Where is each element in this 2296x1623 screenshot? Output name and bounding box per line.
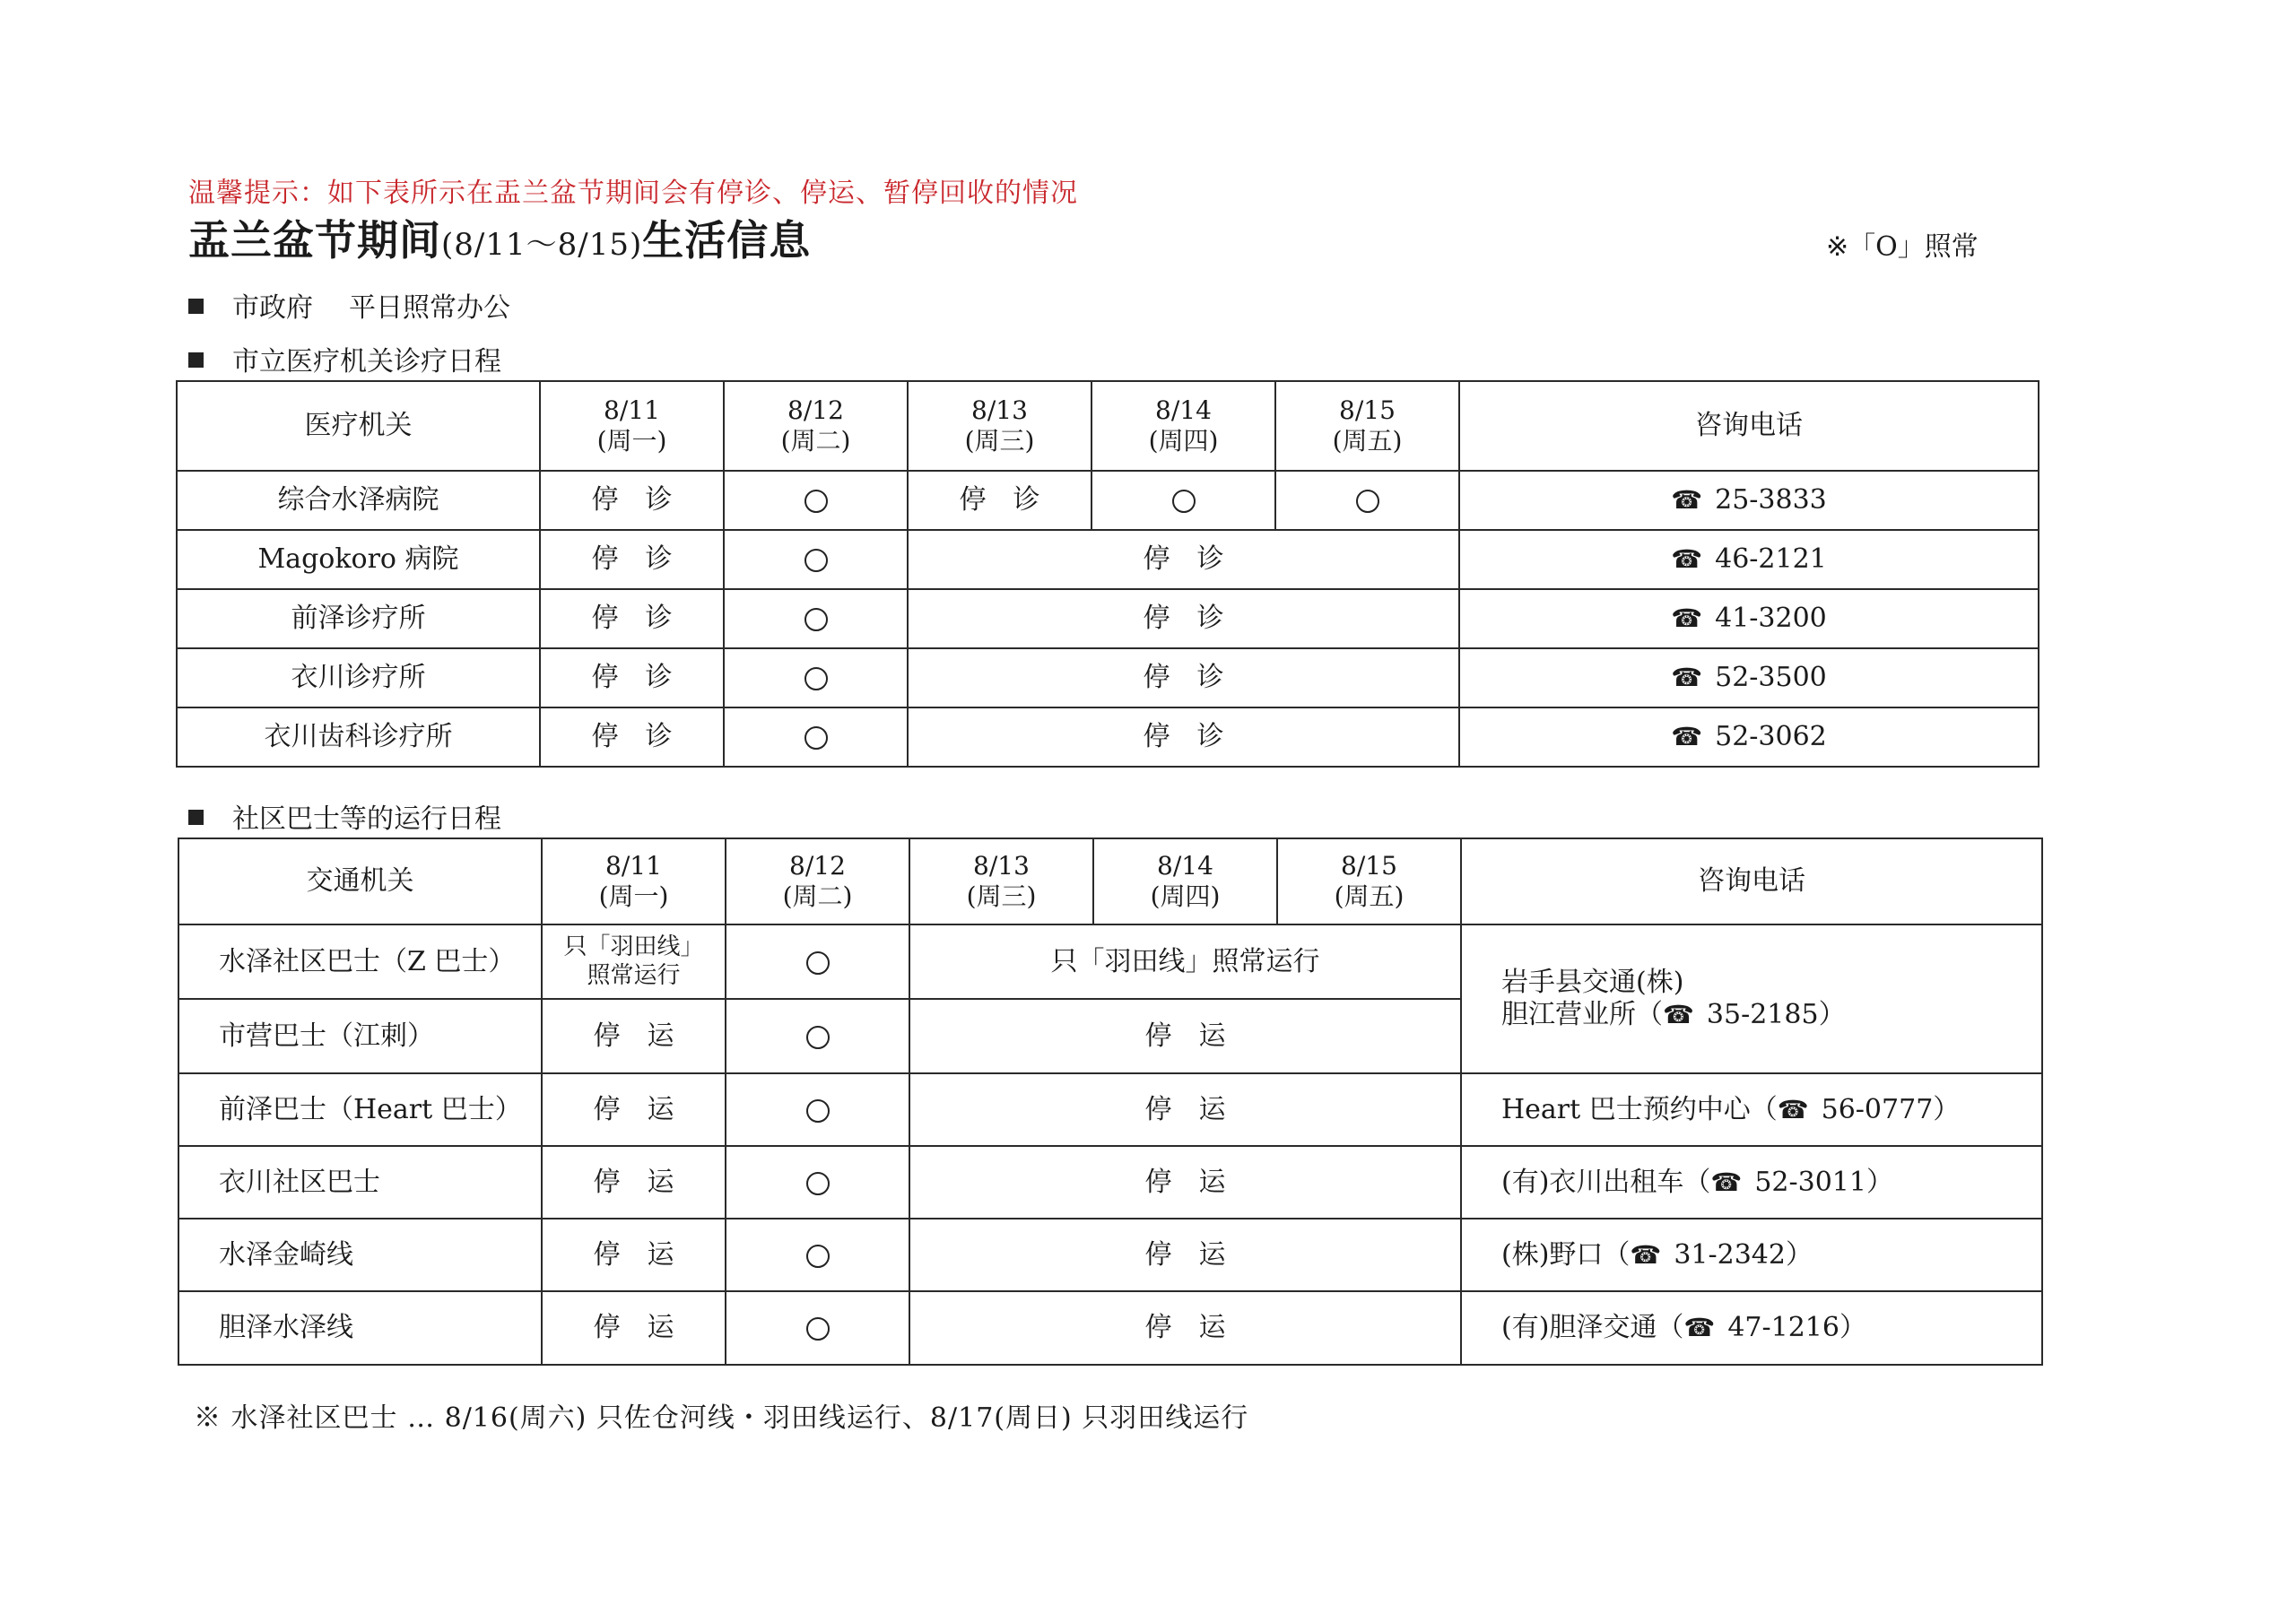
stopped-cell: 停 运 — [542, 1073, 726, 1146]
contact-cell: Heart 巴士预约中心（☎ 56-0777） — [1461, 1073, 2042, 1146]
phone-icon: ☎ — [1671, 603, 1703, 633]
stopped-cell: 停 运 — [909, 1219, 1461, 1291]
title-range: (8/11～8/15) — [441, 227, 643, 263]
header-date: 8/12 (周二) — [724, 381, 908, 471]
open-circle-icon — [1356, 490, 1379, 513]
title-main: 盂兰盆节期间 — [188, 216, 441, 265]
header-date: 8/14 (周四) — [1093, 838, 1277, 924]
phone-cell — [1459, 589, 2039, 648]
open-circle-icon — [804, 667, 828, 690]
closed-cell: 停 诊 — [540, 589, 724, 648]
stopped-cell: 停 运 — [542, 1219, 726, 1291]
limited-line-2: 照常运行 — [587, 962, 681, 990]
open-circle-icon — [804, 490, 828, 513]
stopped-cell: 停 运 — [909, 1146, 1461, 1219]
phone-number: 31-2342 — [1674, 1238, 1786, 1271]
header-date: 8/13 (周三) — [909, 838, 1093, 924]
table-row — [178, 1219, 2042, 1291]
header-date: 8/11 (周一) — [542, 838, 726, 924]
section-city-label: 市政府 — [232, 292, 313, 324]
phone-cell — [1459, 471, 2039, 530]
table-header-row — [177, 381, 2039, 471]
open-circle-icon — [804, 726, 828, 750]
open-circle-icon — [806, 1026, 830, 1049]
bullet-square-icon — [188, 352, 204, 368]
section-bus — [188, 796, 501, 836]
phone-icon: ☎ — [1683, 1313, 1716, 1342]
title-tail: 生活信息 — [642, 216, 812, 265]
open-cell — [726, 924, 909, 999]
open-cell — [724, 648, 908, 707]
stopped-cell: 停 运 — [909, 999, 1461, 1073]
transport-name: 水泽社区巴士（Z 巴士） — [178, 924, 542, 999]
open-cell — [726, 1291, 909, 1365]
phone-number: 46-2121 — [1715, 543, 1827, 575]
header-date: 8/15 (周五) — [1275, 381, 1459, 471]
phone-number: 41-3200 — [1715, 603, 1827, 634]
header-date: 8/12 (周二) — [726, 838, 909, 924]
stopped-cell: 停 运 — [542, 999, 726, 1073]
contact-office: 胆江营业所（☎ 35-2185） — [1501, 999, 1846, 1030]
bus-schedule-table — [178, 838, 2043, 1366]
phone-number: 47-1216 — [1727, 1312, 1839, 1343]
table-row — [177, 589, 2039, 648]
open-cell — [724, 530, 908, 589]
legend-note: ※「O」照常 — [1826, 231, 1979, 263]
table-row — [177, 648, 2039, 707]
header-institution: 医疗机关 — [177, 381, 540, 471]
footnote: ※ 水泽社区巴士 … 8/16(周六) 只佐仓河线・羽田线运行、8/17(周日) 只羽田线运行 — [194, 1402, 1249, 1434]
open-cell — [726, 1146, 909, 1219]
contact-cell: (有)衣川出租车（☎ 52-3011） — [1461, 1146, 2042, 1219]
closed-cell: 停 诊 — [908, 707, 1459, 767]
header-date: 8/11 (周一) — [540, 381, 724, 471]
open-circle-icon — [806, 1172, 830, 1195]
closed-cell: 停 诊 — [908, 589, 1459, 648]
stopped-cell: 停 运 — [542, 1146, 726, 1219]
phone-number: 52-3062 — [1715, 721, 1827, 752]
table-row — [178, 1073, 2042, 1146]
open-cell — [726, 1073, 909, 1146]
phone-cell — [1459, 530, 2039, 589]
header-date: 8/15 (周五) — [1277, 838, 1461, 924]
limited-service-cell — [542, 924, 726, 999]
header-transport: 交通机关 — [178, 838, 542, 924]
phone-number: 35-2185 — [1706, 999, 1819, 1030]
contact-company: 岩手县交通(株) — [1501, 967, 1684, 998]
closed-cell: 停 诊 — [908, 648, 1459, 707]
open-cell — [1275, 471, 1459, 530]
phone-cell — [1459, 648, 2039, 707]
section-medical-label: 市立医疗机关诊疗日程 — [232, 346, 501, 378]
contact-cell-shared — [1461, 924, 2042, 1073]
section-bus-label: 社区巴士等的运行日程 — [232, 803, 501, 835]
phone-icon: ☎ — [1671, 544, 1703, 574]
table-row — [177, 530, 2039, 589]
open-cell — [724, 589, 908, 648]
table-row — [178, 1146, 2042, 1219]
open-circle-icon — [1172, 490, 1196, 513]
phone-icon: ☎ — [1671, 485, 1703, 515]
table-row — [178, 1291, 2042, 1365]
open-circle-icon — [804, 549, 828, 572]
institution-name: 衣川齿科诊疗所 — [177, 707, 540, 767]
header-date: 8/13 (周三) — [908, 381, 1091, 471]
phone-icon: ☎ — [1630, 1239, 1662, 1270]
section-city — [188, 285, 510, 325]
transport-name: 胆泽水泽线 — [178, 1291, 542, 1365]
table-header-row — [178, 838, 2042, 924]
contact-cell: (株)野口（☎ 31-2342） — [1461, 1219, 2042, 1291]
closed-cell: 停 诊 — [540, 648, 724, 707]
open-cell — [724, 471, 908, 530]
header-phone: 咨询电话 — [1461, 838, 2042, 924]
notice-text: 温馨提示：如下表所示在盂兰盆节期间会有停诊、停运、暂停回收的情况 — [188, 178, 1078, 209]
bullet-square-icon — [188, 299, 204, 314]
open-cell — [726, 999, 909, 1073]
table-row — [178, 924, 2042, 999]
phone-number: 25-3833 — [1715, 484, 1827, 516]
closed-cell: 停 诊 — [540, 471, 724, 530]
open-cell — [726, 1219, 909, 1291]
open-circle-icon — [806, 1317, 830, 1341]
open-cell — [1091, 471, 1275, 530]
limited-service-cell: 只「羽田线」照常运行 — [909, 924, 1461, 999]
phone-number: 52-3500 — [1715, 662, 1827, 693]
header-phone: 咨询电话 — [1459, 381, 2039, 471]
section-medical — [188, 339, 501, 378]
phone-number: 56-0777 — [1821, 1093, 1934, 1125]
phone-icon: ☎ — [1671, 722, 1703, 751]
header-date: 8/14 (周四) — [1091, 381, 1275, 471]
institution-name: 衣川诊疗所 — [177, 648, 540, 707]
bullet-square-icon — [188, 810, 204, 825]
closed-cell: 停 诊 — [908, 471, 1091, 530]
limited-line-1: 只「羽田线」 — [563, 933, 704, 960]
institution-name: 前泽诊疗所 — [177, 589, 540, 648]
institution-name: 综合水泽病院 — [177, 471, 540, 530]
table-row — [177, 707, 2039, 767]
institution-name: Magokoro 病院 — [177, 530, 540, 589]
closed-cell: 停 诊 — [540, 707, 724, 767]
page-title — [188, 208, 811, 267]
open-circle-icon — [806, 1245, 830, 1268]
phone-cell — [1459, 707, 2039, 767]
phone-icon: ☎ — [1663, 1000, 1694, 1029]
phone-number: 52-3011 — [1754, 1166, 1866, 1198]
open-circle-icon — [804, 608, 828, 631]
transport-name: 前泽巴士（Heart 巴士） — [178, 1073, 542, 1146]
table-row — [177, 471, 2039, 530]
contact-cell: (有)胆泽交通（☎ 47-1216） — [1461, 1291, 2042, 1365]
transport-name: 市营巴士（江刺） — [178, 999, 542, 1073]
phone-icon: ☎ — [1671, 663, 1703, 692]
transport-name: 水泽金崎线 — [178, 1219, 542, 1291]
open-cell — [724, 707, 908, 767]
transport-name: 衣川社区巴士 — [178, 1146, 542, 1219]
open-circle-icon — [806, 1099, 830, 1123]
section-city-value: 平日照常办公 — [349, 292, 510, 324]
phone-icon: ☎ — [1777, 1094, 1809, 1124]
phone-icon: ☎ — [1710, 1167, 1743, 1197]
closed-cell: 停 诊 — [540, 530, 724, 589]
open-circle-icon — [806, 951, 830, 975]
medical-schedule-table — [176, 380, 2039, 768]
stopped-cell: 停 运 — [909, 1073, 1461, 1146]
closed-cell: 停 诊 — [908, 530, 1459, 589]
stopped-cell: 停 运 — [542, 1291, 726, 1365]
stopped-cell: 停 运 — [909, 1291, 1461, 1365]
